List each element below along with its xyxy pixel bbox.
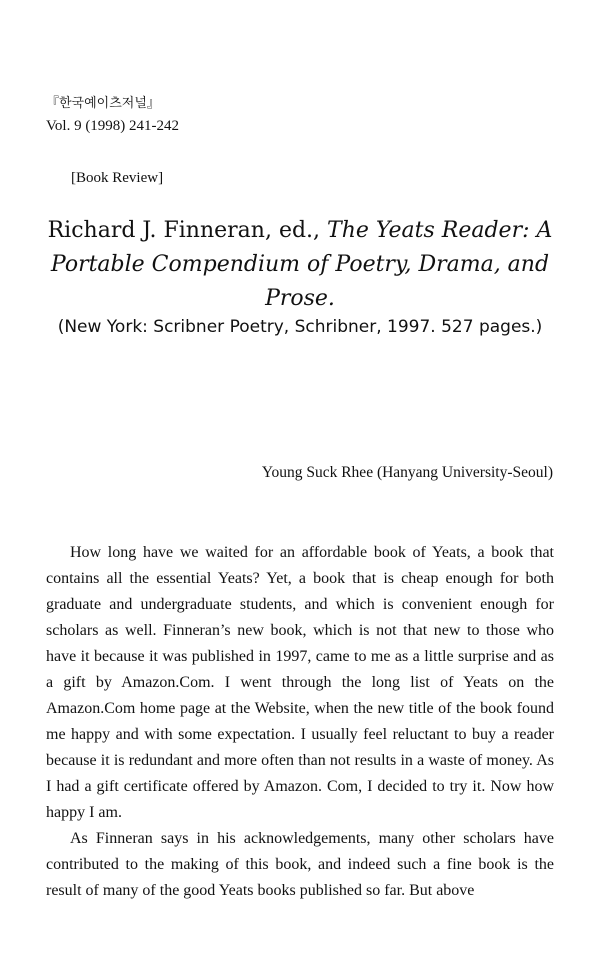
- title-prefix: Richard J. Finneran, ed.,: [47, 218, 328, 243]
- journal-name: 『한국예이츠저널』: [46, 96, 160, 111]
- paragraph: How long have we waited for an affordable book of Yeats, a book that contains all the essential Yeats? Yet, a book that is cheap enough for both graduate and undergraduate students, and which is convenient enough for scholars as well. Finneran’s new book, which is not that new to those who have it because it was published in 1997, came to me as a little surprise and as a gift by Amazon.Com. I went through the long list of Yeats on the Amazon.Com home page at the Website, when the new title of the book found me happy and with some expectation. I usually feel reluctant to buy a reader because it is redundant and more often than not results in a waste of money. As I had a gift certificate offered by Amazon. Com, I decided to try it. Now how happy I am.: [46, 544, 554, 821]
- review-title: [20, 214, 580, 316]
- volume-info: Vol. 9 (1998) 241-242: [46, 118, 180, 134]
- section-label: [Book Review]: [71, 170, 164, 186]
- paragraph: As Finneran says in his acknowledgements, many other scholars have contributed to the making of this book, and indeed such a fine book is the result of many of the good Yeats books published so far. But above: [46, 830, 554, 899]
- publication-info: (New York: Scribner Poetry, Schribner, 1997. 527 pages.): [57, 317, 543, 337]
- review-author: Young Suck Rhee (Hanyang University-Seoul): [261, 464, 553, 481]
- review-body: [46, 540, 554, 904]
- book-title: The Yeats Reader: A Portable Compendium of Poetry, Drama, and Prose.: [50, 218, 553, 311]
